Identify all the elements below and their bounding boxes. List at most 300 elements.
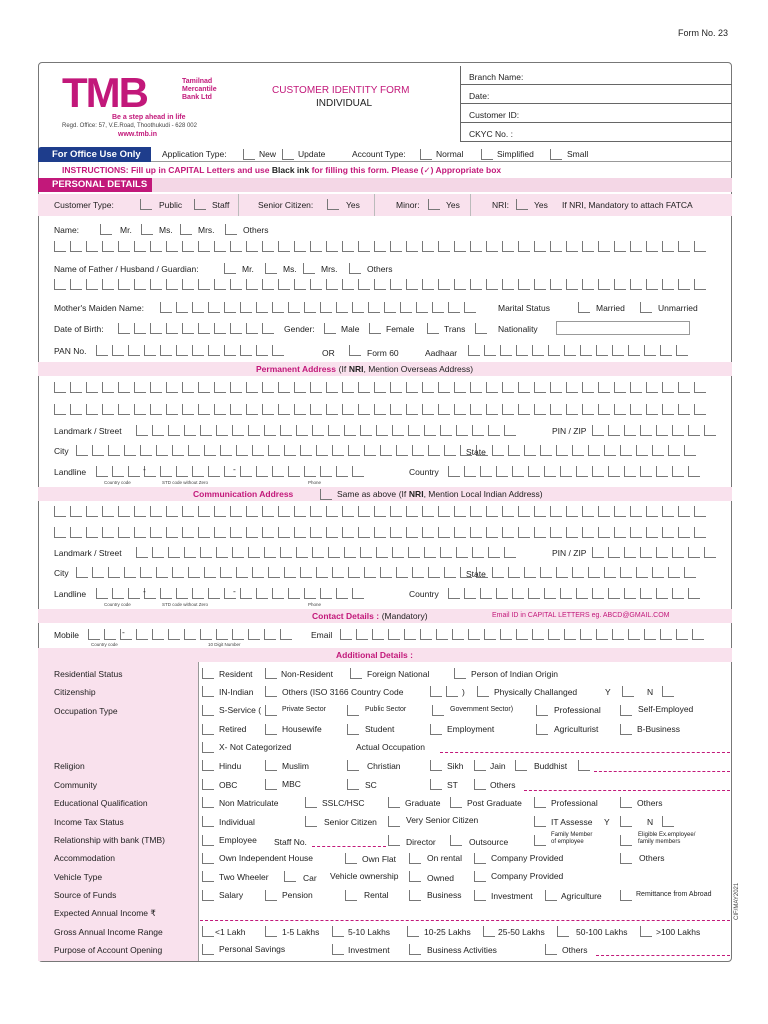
mother-label: Mother's Maiden Name:: [54, 303, 144, 313]
business-checkbox[interactable]: [620, 724, 632, 735]
nri-checkbox[interactable]: [516, 199, 528, 210]
foreign-checkbox[interactable]: [350, 668, 362, 679]
gross-income-label: Gross Annual Income Range: [54, 927, 163, 937]
not-categorized-checkbox[interactable]: [202, 742, 214, 753]
father-boxes[interactable]: [54, 279, 706, 290]
perm-landmark-label: Landmark / Street: [54, 426, 122, 436]
aadhaar-label: Aadhaar: [425, 348, 458, 358]
post-graduate-label: Post Graduate: [467, 798, 522, 808]
name-boxes[interactable]: [54, 241, 706, 252]
unmarried-checkbox[interactable]: [640, 302, 652, 313]
gross-5-label: 25-50 Lakhs: [498, 927, 545, 937]
st-checkbox[interactable]: [430, 779, 442, 790]
comm-landline-label: Landline: [54, 589, 87, 599]
simplified-checkbox[interactable]: [481, 149, 493, 160]
sikh-label: Sikh: [447, 761, 464, 771]
permanent-header: Permanent Address: [256, 364, 336, 374]
email-note: Email ID in CAPITAL LETTERS eg. ABCD@GMAIL.COM: [492, 612, 670, 619]
sc-checkbox[interactable]: [347, 779, 359, 790]
aadhaar-boxes[interactable]: [468, 345, 688, 356]
director-checkbox[interactable]: [388, 835, 400, 846]
branch-name-field[interactable]: Branch Name:: [461, 66, 732, 85]
buddhist-checkbox[interactable]: [515, 760, 527, 771]
purpose-label: Purpose of Account Opening: [54, 945, 163, 955]
staff-label: Staff: [212, 200, 230, 210]
married-label: Married: [596, 303, 625, 313]
sc-label: SC: [365, 780, 377, 790]
perm-addr-line1[interactable]: [54, 382, 706, 393]
instructions: INSTRUCTIONS: Fill up in CAPITAL Letters and use Black ink for filling this form. Please (✓) Appropriate box: [62, 165, 502, 175]
residential-label: Residential Status: [54, 669, 123, 679]
pc-yes-checkbox[interactable]: [622, 686, 634, 697]
non-resident-checkbox[interactable]: [265, 668, 277, 679]
vehicle-label: Vehicle Type: [54, 872, 103, 882]
education-label: Educational Qualification: [54, 798, 148, 808]
it-yes-checkbox[interactable]: [620, 816, 632, 827]
vehicle-company-checkbox[interactable]: [474, 871, 486, 882]
salary-label: Salary: [219, 890, 244, 900]
other-citizen-checkbox[interactable]: [265, 686, 277, 697]
comm-country-label: Country: [409, 589, 439, 599]
it-no-checkbox[interactable]: [662, 816, 674, 827]
muslim-checkbox[interactable]: [265, 760, 277, 771]
gross-3-label: 5-10 Lakhs: [348, 927, 391, 937]
investment-label: Investment: [491, 891, 533, 901]
obc-label: OBC: [219, 780, 238, 790]
dob-label: Date of Birth:: [54, 324, 104, 334]
comm-addr-line1[interactable]: [54, 506, 706, 517]
normal-checkbox[interactable]: [420, 149, 432, 160]
perm-state-boxes[interactable]: [492, 445, 696, 456]
comm-std-hint: STD code without Zero: [162, 602, 209, 607]
update-label: Update: [298, 149, 326, 159]
trans-checkbox[interactable]: [427, 323, 439, 334]
gross-4-checkbox[interactable]: [407, 926, 419, 937]
father-label: Name of Father / Husband / Guardian:: [54, 264, 199, 274]
tax-label: Income Tax Status: [54, 817, 124, 827]
comm-landmark-boxes[interactable]: [136, 547, 516, 558]
citizenship-label: Citizenship: [54, 687, 96, 697]
private-label: Private Sector: [282, 706, 326, 713]
married-checkbox[interactable]: [578, 302, 590, 313]
fatca-note: If NRI, Mandatory to attach FATCA: [562, 200, 693, 210]
iso-close: ): [462, 687, 465, 697]
tax-individual-label: Individual: [219, 817, 255, 827]
resident-label: Resident: [219, 669, 253, 679]
agriculture-label: Agriculture: [561, 891, 602, 901]
graduate-label: Graduate: [405, 798, 441, 808]
personal-details-header: PERSONAL DETAILS: [38, 178, 152, 192]
bank-name: Tamilnad Mercantile Bank Ltd: [182, 78, 217, 101]
rental-income-checkbox[interactable]: [345, 890, 357, 901]
comm-country-boxes[interactable]: [448, 588, 700, 599]
nri-label: NRI:: [492, 200, 509, 210]
expected-income-label: Expected Annual Income ₹: [54, 908, 156, 918]
st-label: ST: [447, 780, 458, 790]
comm-addr-line2[interactable]: [54, 527, 706, 538]
mr-label: Mr.: [120, 225, 132, 235]
occupation-label: Occupation Type: [54, 706, 118, 716]
comm-city-label: City: [54, 568, 69, 578]
indian-checkbox[interactable]: [202, 686, 214, 697]
comm-landline-boxes[interactable]: [96, 588, 364, 599]
perm-pin-boxes[interactable]: [592, 425, 716, 436]
perm-hyphen-2: -: [233, 464, 236, 474]
email-boxes[interactable]: [340, 629, 704, 640]
contact-mandatory: (Mandatory): [381, 611, 428, 621]
mrs-label: Mrs.: [198, 225, 215, 235]
name-others-label: Others: [243, 225, 269, 235]
iso-code-box-2[interactable]: [446, 686, 458, 697]
gross-6-checkbox[interactable]: [557, 926, 569, 937]
community-label: Community: [54, 780, 97, 790]
government-checkbox[interactable]: [432, 705, 444, 716]
gross-7-label: >100 Lakhs: [656, 927, 701, 937]
minor-yes: Yes: [446, 200, 460, 210]
self-employed-checkbox[interactable]: [620, 705, 632, 716]
pc-no-checkbox[interactable]: [662, 686, 674, 697]
professional-label: Professional: [554, 705, 601, 715]
branch-box: [460, 66, 732, 142]
car-label: Car: [303, 873, 317, 883]
employment-label: Employment: [447, 724, 495, 734]
public-sector-checkbox[interactable]: [347, 705, 359, 716]
professional-checkbox[interactable]: [536, 705, 548, 716]
funds-label: Source of Funds: [54, 890, 117, 900]
agriculture-checkbox[interactable]: [545, 890, 557, 901]
gross-3-checkbox[interactable]: [332, 926, 344, 937]
non-matric-checkbox[interactable]: [202, 797, 214, 808]
small-checkbox[interactable]: [550, 149, 562, 160]
post-graduate-checkbox[interactable]: [450, 797, 462, 808]
comm-state-boxes[interactable]: [492, 567, 696, 578]
christian-checkbox[interactable]: [347, 760, 359, 771]
perm-country-boxes[interactable]: [448, 466, 700, 477]
rental-income-label: Rental: [364, 890, 389, 900]
public-checkbox[interactable]: [140, 199, 152, 210]
jain-checkbox[interactable]: [474, 760, 486, 771]
communication-header: Communication Address: [193, 489, 294, 499]
not-categorized-label: X- Not Categorized: [219, 742, 292, 752]
funds-business-checkbox[interactable]: [409, 890, 421, 901]
dob-boxes[interactable]: [118, 323, 274, 334]
comm-pin-label: PIN / ZIP: [552, 548, 587, 558]
obc-checkbox[interactable]: [202, 779, 214, 790]
father-ms-checkbox[interactable]: [265, 263, 277, 274]
vehicle-company-label: Company Provided: [491, 871, 564, 881]
senior-checkbox[interactable]: [327, 199, 339, 210]
salary-checkbox[interactable]: [202, 890, 214, 901]
rental-checkbox[interactable]: [409, 853, 421, 864]
two-wheeler-label: Two Wheeler: [219, 872, 269, 882]
male-checkbox[interactable]: [324, 323, 336, 334]
senior-label: Senior Citizen:: [258, 200, 314, 210]
perm-landmark-boxes[interactable]: [136, 425, 516, 436]
gross-1-checkbox[interactable]: [202, 926, 214, 937]
perm-cc-hint: Country code: [104, 480, 131, 485]
investment-checkbox[interactable]: [474, 890, 486, 901]
simplified-label: Simplified: [497, 149, 534, 159]
it-yes: Y: [604, 817, 610, 827]
vehicle-ownership-label: Vehicle ownership: [330, 871, 399, 881]
gross-1-label: <1 Lakh: [215, 927, 246, 937]
hindu-checkbox[interactable]: [202, 760, 214, 771]
employment-checkbox[interactable]: [430, 724, 442, 735]
tax-senior-label: Senior Citizen: [324, 817, 377, 827]
buddhist-label: Buddhist: [534, 761, 568, 771]
owned-label: Owned: [427, 873, 454, 883]
comm-landmark-label: Landmark / Street: [54, 548, 122, 558]
employee-checkbox[interactable]: [202, 835, 214, 846]
ms-checkbox[interactable]: [141, 224, 153, 235]
sikh-checkbox[interactable]: [430, 760, 442, 771]
edu-others-label: Others: [637, 798, 663, 808]
mrs-checkbox[interactable]: [180, 224, 192, 235]
or-label: OR: [322, 348, 335, 358]
public-sector-label: Public Sector: [365, 706, 407, 713]
non-matric-label: Non Matriculate: [219, 798, 279, 808]
same-as-above-checkbox[interactable]: [320, 489, 332, 500]
family-member-label: Family Member of employee: [551, 832, 593, 845]
gross-2-label: 1-5 Lakhs: [282, 927, 320, 937]
senior-yes: Yes: [346, 200, 360, 210]
religion-other-checkbox[interactable]: [578, 760, 590, 771]
mother-boxes[interactable]: [160, 302, 476, 313]
form60-label: Form 60: [367, 348, 399, 358]
physically-challenged-label: Physically Challanged: [494, 687, 578, 697]
hindu-label: Hindu: [219, 761, 242, 771]
accom-others-checkbox[interactable]: [620, 853, 632, 864]
nationality-input[interactable]: [556, 321, 690, 335]
perm-state-label: State: [466, 447, 486, 457]
staff-checkbox[interactable]: [194, 199, 206, 210]
mr-checkbox[interactable]: [100, 224, 112, 235]
car-checkbox[interactable]: [284, 871, 296, 882]
own-house-checkbox[interactable]: [202, 853, 214, 864]
communication-header-wrap: [193, 489, 293, 500]
unmarried-label: Unmarried: [658, 303, 698, 313]
nri-yes: Yes: [534, 200, 548, 210]
private-checkbox[interactable]: [265, 705, 277, 716]
customer-id-field[interactable]: Customer ID:: [461, 104, 732, 123]
pan-label: PAN No.: [54, 346, 87, 356]
pension-label: Pension: [282, 890, 313, 900]
female-label: Female: [386, 324, 415, 334]
edu-professional-label: Professional: [551, 798, 598, 808]
personal-savings-label: Personal Savings: [219, 944, 286, 954]
perm-city-label: City: [54, 446, 69, 456]
resident-checkbox[interactable]: [202, 668, 214, 679]
regd-office: Regd. Office: 57, V.E.Road, Thoothukudi - 628 002: [62, 123, 197, 129]
religion-label: Religion: [54, 761, 85, 771]
perm-landline-label: Landline: [54, 467, 87, 477]
perm-city-boxes[interactable]: [76, 445, 488, 456]
form-title: CUSTOMER IDENTITY FORM: [272, 85, 410, 96]
comm-pin-boxes[interactable]: [592, 547, 716, 558]
purpose-others-label: Others: [562, 945, 588, 955]
own-flat-label: Own Flat: [362, 854, 397, 864]
comm-cc-hint: Country code: [104, 602, 131, 607]
edu-others-checkbox[interactable]: [620, 797, 632, 808]
funds-business-label: Business: [427, 890, 462, 900]
customer-type-label: Customer Type:: [54, 200, 114, 210]
business-activities-checkbox[interactable]: [409, 944, 421, 955]
purpose-investment-label: Investment: [348, 945, 390, 955]
perm-country-label: Country: [409, 467, 439, 477]
mobile-hyphen: -: [122, 627, 125, 637]
remittance-checkbox[interactable]: [620, 890, 632, 901]
small-label: Small: [567, 149, 589, 159]
new-checkbox[interactable]: [243, 149, 255, 160]
purpose-investment-checkbox[interactable]: [332, 944, 344, 955]
it-assesse-label: IT Assesse: [551, 817, 593, 827]
edu-professional-checkbox[interactable]: [534, 797, 546, 808]
pio-checkbox[interactable]: [454, 668, 466, 679]
pan-boxes[interactable]: [96, 345, 284, 356]
self-employed-label: Self-Employed: [638, 704, 694, 714]
graduate-checkbox[interactable]: [388, 797, 400, 808]
update-checkbox[interactable]: [282, 149, 294, 160]
public-label: Public: [159, 200, 183, 210]
bank-tagline: Be a step ahead in life: [112, 114, 186, 121]
father-others-checkbox[interactable]: [349, 263, 361, 274]
own-house-label: Own Independent House: [219, 853, 314, 863]
retired-label: Retired: [219, 724, 247, 734]
contact-header-wrap: [312, 611, 428, 622]
male-label: Male: [341, 324, 360, 334]
father-mrs-checkbox[interactable]: [303, 263, 315, 274]
sslc-label: SSLC/HSC: [322, 798, 365, 808]
two-wheeler-checkbox[interactable]: [202, 871, 214, 882]
tax-senior-checkbox[interactable]: [305, 816, 317, 827]
new-label: New: [259, 149, 277, 159]
tax-very-senior-label: Very Senior Citizen: [406, 815, 479, 825]
communication-note: Same as above (If NRI, Mention Local Indian Address): [337, 489, 543, 499]
accommodation-label: Accommodation: [54, 853, 115, 863]
trans-label: Trans: [444, 324, 466, 334]
office-use-label: For Office Use Only: [38, 147, 151, 162]
gross-5-checkbox[interactable]: [483, 926, 495, 937]
company-provided-checkbox[interactable]: [474, 853, 486, 864]
christian-label: Christian: [367, 761, 401, 771]
mbc-checkbox[interactable]: [265, 779, 277, 790]
app-type-label: Application Type:: [162, 149, 227, 159]
iso-code-box-1[interactable]: [430, 686, 442, 697]
gross-7-checkbox[interactable]: [640, 926, 652, 937]
government-label: Government Sector): [450, 706, 514, 713]
logo-text: TMB: [62, 69, 147, 116]
tax-very-senior-checkbox[interactable]: [388, 816, 400, 827]
other-citizen-label: Others (ISO 3166 Country Code: [282, 687, 404, 697]
ex-employee-checkbox[interactable]: [620, 835, 632, 846]
mobile-label: Mobile: [54, 630, 80, 640]
accom-others-label: Others: [639, 853, 665, 863]
owned-checkbox[interactable]: [409, 871, 421, 882]
name-others-checkbox[interactable]: [225, 224, 237, 235]
mbc-label: MBC: [282, 779, 301, 789]
purpose-others-checkbox[interactable]: [545, 944, 557, 955]
pio-label: Person of Indian Origin: [471, 669, 558, 679]
community-others-label: Others: [490, 780, 516, 790]
perm-hyphen-1: -: [143, 464, 146, 474]
it-assesse-checkbox[interactable]: [534, 816, 546, 827]
father-mr-checkbox[interactable]: [224, 263, 236, 274]
pc-no: N: [647, 687, 654, 697]
employee-label: Employee: [219, 835, 257, 845]
pension-checkbox[interactable]: [265, 890, 277, 901]
mobile-boxes[interactable]: [88, 629, 292, 640]
it-no: N: [647, 817, 654, 827]
normal-label: Normal: [436, 149, 464, 159]
gross-6-label: 50-100 Lakhs: [576, 927, 628, 937]
female-checkbox[interactable]: [369, 323, 381, 334]
service-checkbox[interactable]: [202, 705, 214, 716]
relationship-label: Relationship with bank (TMB): [54, 835, 166, 845]
perm-landline-boxes[interactable]: [96, 466, 364, 477]
additional-header: Additional Details :: [336, 650, 413, 660]
date-field[interactable]: Date:: [461, 85, 732, 104]
pc-yes: Y: [605, 687, 611, 697]
personal-savings-checkbox[interactable]: [202, 944, 214, 955]
jain-label: Jain: [490, 761, 506, 771]
ckyc-field[interactable]: CKYC No. :: [461, 123, 732, 142]
physically-challenged-checkbox[interactable]: [477, 686, 489, 697]
student-checkbox[interactable]: [347, 724, 359, 735]
father-ms-label: Ms.: [283, 264, 297, 274]
community-others-checkbox[interactable]: [474, 779, 486, 790]
family-member-checkbox[interactable]: [534, 835, 546, 846]
father-mrs-label: Mrs.: [321, 264, 338, 274]
gender-label: Gender:: [284, 324, 315, 334]
contact-header: Contact Details :: [312, 611, 380, 621]
father-mr-label: Mr.: [242, 264, 254, 274]
mobile-cc-hint: Country code: [91, 642, 118, 647]
mobile-digit-hint: 10 Digit Number: [208, 642, 241, 647]
gross-2-checkbox[interactable]: [265, 926, 277, 937]
housewife-checkbox[interactable]: [265, 724, 277, 735]
rental-label: On rental: [427, 853, 462, 863]
ms-label: Ms.: [159, 225, 173, 235]
perm-pin-label: PIN / ZIP: [552, 426, 587, 436]
nationality-label: Nationality: [498, 324, 538, 334]
form60-checkbox[interactable]: [349, 345, 361, 356]
minor-label: Minor:: [396, 200, 420, 210]
business-label: B-Business: [637, 724, 680, 734]
sslc-checkbox[interactable]: [305, 797, 317, 808]
perm-phone-hint: Phone: [308, 480, 322, 485]
trans-extra-checkbox[interactable]: [475, 323, 487, 334]
comm-city-boxes[interactable]: [76, 567, 488, 578]
housewife-label: Housewife: [282, 724, 322, 734]
acc-type-label: Account Type:: [352, 149, 406, 159]
minor-checkbox[interactable]: [428, 199, 440, 210]
outsource-checkbox[interactable]: [450, 835, 462, 846]
footer-code: CIF/MAY2021: [734, 882, 740, 920]
retired-checkbox[interactable]: [202, 724, 214, 735]
permanent-header-wrap: Permanent Address (If NRI, Mention Overseas Address): [256, 364, 474, 374]
bank-website[interactable]: www.tmb.in: [118, 131, 158, 138]
comm-phone-hint: Phone: [308, 602, 322, 607]
marital-label: Marital Status: [498, 303, 550, 313]
own-flat-checkbox[interactable]: [345, 853, 357, 864]
outsource-label: Outsource: [469, 837, 509, 847]
tax-individual-checkbox[interactable]: [202, 816, 214, 827]
remittance-label: Remittance from Abroad: [636, 891, 712, 898]
foreign-label: Foreign National: [367, 669, 430, 679]
agriculturist-checkbox[interactable]: [536, 724, 548, 735]
email-label: Email: [311, 630, 333, 640]
perm-addr-line2[interactable]: [54, 404, 706, 415]
